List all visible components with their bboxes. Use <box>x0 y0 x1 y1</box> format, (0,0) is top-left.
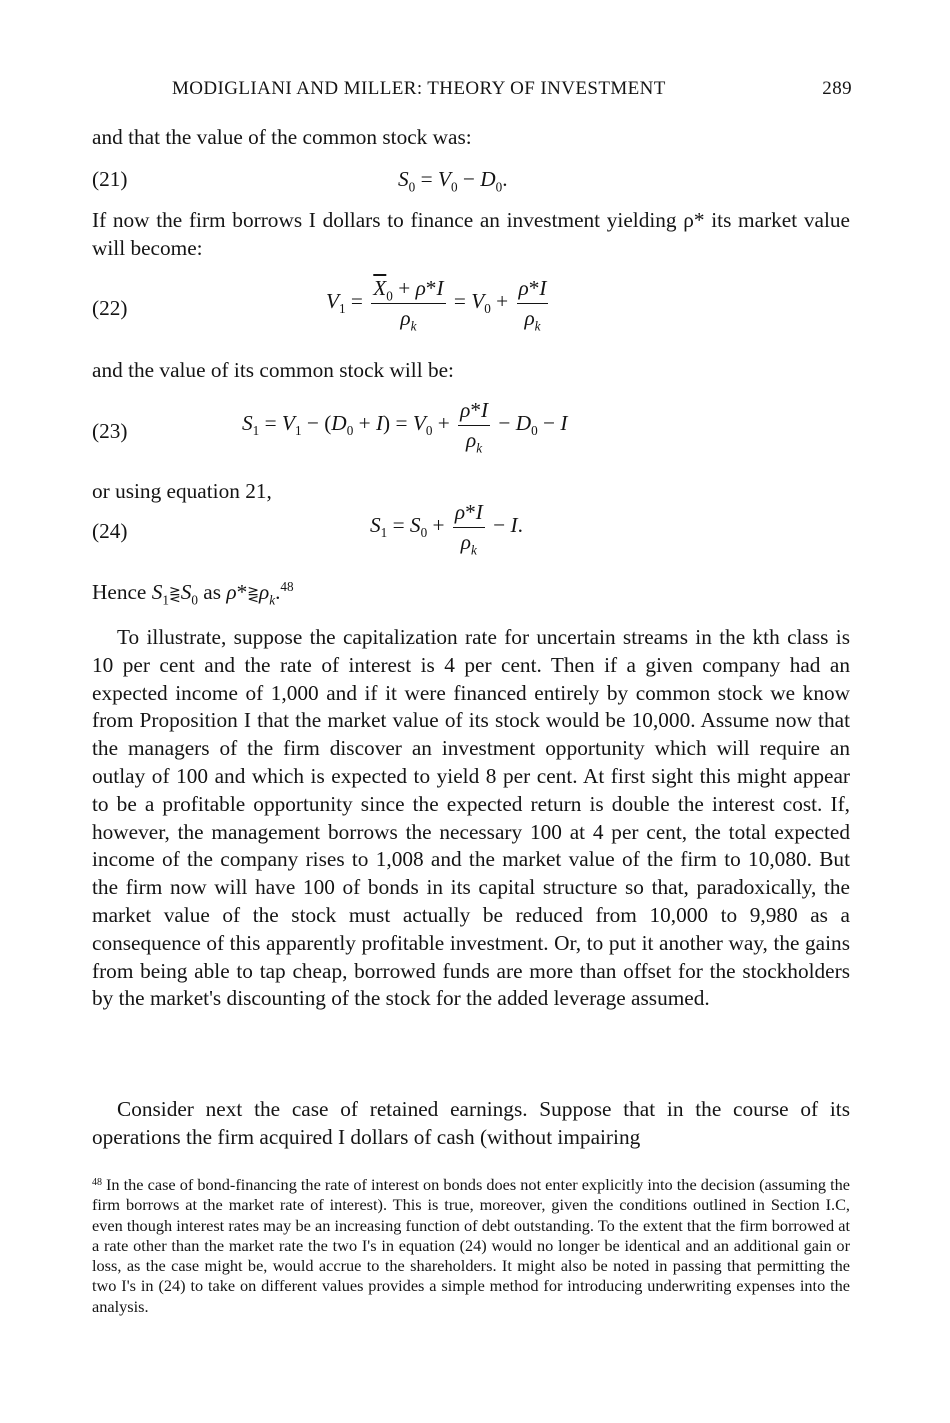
paragraph-illustration: To illustrate, suppose the capitalization rate for uncertain streams in the kth class is 10 per cent and the rate of interest is 4 per cent. Then if a given company had an expected income of 1,000 and if it were financed entirely by common stock we know from Proposition I that the market value of its stock would be 10,000. Assume now that the managers of the firm discover an investment opportunity which will require an outlay of 100 and which is expected to yield 8 per cent. At first sight this might appear to be a profitable opportunity since the expected return is double the interest cost. If, however, the management borrows the necessary 100 at 4 per cent, the total expected income of the company rises to 1,008 and the market value of the firm to 10,080. But the firm now will have 100 of bonds in its capital structure so that, paradoxically, the market value of the stock must actually be reduced from 10,000 to 9,980 as a consequence of this apparently profitable investment. Or, to put it another way, the gains from being able to tap cheap, borrowed funds are more than offset for the stockholders by the market's discounting of the stock for the added leverage assumed. <box>92 625 850 1011</box>
hence-statement: Hence $S_1⋛S_0$ as $\rho*⋛\rho_k.^{48}$ <box>92 578 294 608</box>
footnote-48 <box>92 1173 850 1317</box>
equation-22-number: (22) <box>92 296 128 320</box>
hence-word: Hence <box>92 580 147 604</box>
equation-21-number: (21) <box>92 167 128 191</box>
footnote-mark: 48 <box>92 1177 102 1188</box>
running-head <box>172 78 852 102</box>
equation-23-fraction: $\frac{\rho*I}{\rho_k}$ <box>460 398 489 456</box>
equation-24: $S_1 = S_0$ + $\frac{\rho*I}{\rho_k}$ − I. <box>370 500 523 558</box>
text-line-common-stock-intro: and the value of its common stock will be: <box>92 358 454 382</box>
equation-24-number: (24) <box>92 519 128 543</box>
text-line-using-equation: or using equation 21, <box>92 479 272 503</box>
paragraph-borrow: If now the firm borrows I dollars to finance an investment yielding ρ* its market value will become: <box>92 208 850 260</box>
equation-22-fraction-right: $\frac{\rho*I}{\rho_k}$ <box>518 276 547 334</box>
paragraph-retained-earnings: Consider next the case of retained earnings. Suppose that in the course of its operations the firm acquired I dollars of cash (without impairing <box>92 1097 850 1149</box>
equation-23: $S_1 = V_1 - (D_0 + I) = V_0$ + $\frac{\rho*I}{\rho_k}$ − $D_0 - I$ <box>242 398 568 456</box>
equation-22: $V_1$ = $\frac{\overline{X}_0 + \rho*I}{\rho_k}$ = $V_0$ + $\frac{\rho*I}{\rho_k}$ <box>326 276 547 334</box>
page-number: 289 <box>822 78 852 99</box>
text-line-stock-value-intro: and that the value of the common stock was: <box>92 125 472 149</box>
footnote-reference: 48 <box>280 578 294 594</box>
equation-21: $S_0 = V_0 - D_0$. <box>398 167 508 195</box>
equation-24-fraction: $\frac{\rho*I}{\rho_k}$ <box>454 500 483 558</box>
running-head-title: MODIGLIANI AND MILLER: THEORY OF INVESTMENT <box>172 78 666 99</box>
equation-22-fraction-left: $\frac{\overline{X}_0 + \rho*I}{\rho_k}$ <box>373 276 444 334</box>
hence-as: as <box>203 580 222 604</box>
footnote-text: In the case of bond-financing the rate of interest on bonds does not enter explicitly into the decision (assuming the firm borrows at the market rate of interest). This is true, moreover, given the conditions outlined in Section I.C, even though interest rates may be an increasing function of debt outstanding. To the extent that the firm borrowed at a rate other than the market rate the two I's in equation (24) would no longer be identical and an additional gain or loss, as the case might be, would accrue to the shareholders. It might also be noted in passing that permitting the two I's in (24) to take on different values provides a simple method for introducing underwriting expenses into the analysis. <box>92 1175 850 1316</box>
journal-page <box>92 0 852 1423</box>
equation-23-number: (23) <box>92 419 128 443</box>
